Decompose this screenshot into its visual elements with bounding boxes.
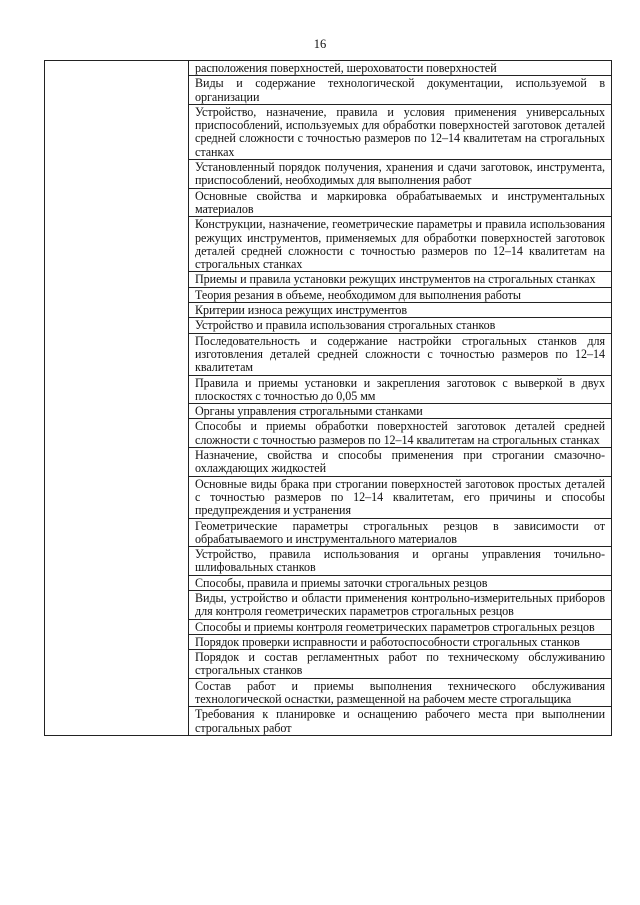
table-cell	[189, 590, 612, 619]
table-cell	[189, 575, 612, 590]
table-cell-text: Критерии износа режущих инструментов	[195, 303, 407, 318]
table-cell	[189, 707, 612, 736]
table-cell-text: Геометрические параметры строгальных резцов в зависимости от обрабатываемого и инструментального материалов	[195, 518, 605, 546]
table-cell-text: Теория резания в объеме, необходимом для выполнения работы	[195, 287, 521, 302]
table-cell-text: Приемы и правила установки режущих инструментов на строгальных станках	[195, 272, 596, 287]
table-cell-text: Правила и приемы установки и закрепления заготовок с выверкой в двух плоскостях с точностью до 0,05 мм	[195, 375, 605, 403]
table-row	[45, 61, 612, 76]
table-cell-text: Порядок проверки исправности и работоспособности строгальных станков	[195, 634, 580, 649]
table-cell-text: Органы управления строгальными станками	[195, 404, 423, 419]
table-cell-text: Устройство и правила использования строгальных станков	[195, 318, 496, 333]
table-cell-text: Установленный порядок получения, хранения и сдачи заготовок, инструмента, приспособлений, необходимых для выполнения работ	[195, 160, 605, 188]
table-cell-text: расположения поверхностей, шероховатости поверхностей	[195, 61, 497, 75]
table-cell-text: Назначение, свойства и способы применения при строгании смазочно-охлаждающих жидкостей	[195, 448, 605, 476]
table-cell	[189, 448, 612, 477]
table-cell	[189, 619, 612, 634]
table-cell-text: Устройство, правила использования и органы управления точильно-шлифовальных станков	[195, 547, 605, 575]
table-cell-text: Способы, правила и приемы заточки строгальных резцов	[195, 575, 488, 590]
table-cell	[189, 160, 612, 189]
table-cell-text: Способы и приемы контроля геометрических параметров строгальных резцов	[195, 619, 595, 634]
table-cell	[189, 318, 612, 333]
table-cell-text: Основные виды брака при строгании поверхностей заготовок простых деталей с точностью размеров по 12–14 квалитетам, его причины и способы предупреждения и устранения	[195, 476, 605, 518]
table-cell-text: Конструкции, назначение, геометрические параметры и правила использования режущих инструментов, применяемых для обработки поверхностей заготовок деталей средней сложности с точностью размеров по 12–14 квалитетам на строгальных станках	[195, 217, 605, 272]
table-cell	[189, 217, 612, 272]
table-cell	[189, 333, 612, 375]
table-cell-text: Требования к планировке и оснащению рабочего места при выполнении строгальных работ	[195, 707, 605, 735]
page-number: 16	[313, 37, 327, 51]
table-cell-text: Виды и содержание технологической документации, используемой в организации	[195, 76, 605, 104]
table-cell-text: Основные свойства и маркировка обрабатываемых и инструментальных материалов	[195, 188, 605, 216]
table-cell	[189, 518, 612, 547]
table-cell	[189, 61, 612, 76]
table-cell	[189, 303, 612, 318]
table-cell-text: Способы и приемы обработки поверхностей заготовок деталей средней сложности с точностью размеров по 12–14 квалитетам на строгальных станках	[195, 419, 605, 447]
table-cell-text: Устройство, назначение, правила и условия применения универсальных приспособлений, используемых для обработки поверхностей заготовок деталей средней сложности с точностью размеров по 12–14 квалитетам на строгальных станках	[195, 104, 605, 159]
table-left-cell	[45, 61, 189, 736]
table-cell	[189, 678, 612, 707]
table-cell	[189, 287, 612, 302]
knowledge-table	[44, 60, 612, 736]
table-cell	[189, 419, 612, 448]
table-cell	[189, 547, 612, 576]
table-cell	[189, 272, 612, 287]
table-cell-text: Порядок и состав регламентных работ по техническому обслуживанию строгальных станков	[195, 650, 605, 678]
table-cell-text: Последовательность и содержание настройки строгальных станков для изготовления деталей средней сложности с точностью размеров по 12–14 квалитетам	[195, 333, 605, 375]
table-cell	[189, 634, 612, 649]
table-cell	[189, 404, 612, 419]
table-cell	[189, 650, 612, 679]
table-cell	[189, 76, 612, 105]
table-cell-text: Виды, устройство и области применения контрольно-измерительных приборов для контроля геометрических параметров строгальных резцов	[195, 590, 605, 619]
table-cell	[189, 104, 612, 159]
table-cell	[189, 375, 612, 404]
table-cell-text: Состав работ и приемы выполнения технического обслуживания технологической оснастки, размещенной на рабочем месте строгальщика	[195, 678, 605, 707]
table-cell	[189, 188, 612, 217]
table-cell	[189, 476, 612, 518]
